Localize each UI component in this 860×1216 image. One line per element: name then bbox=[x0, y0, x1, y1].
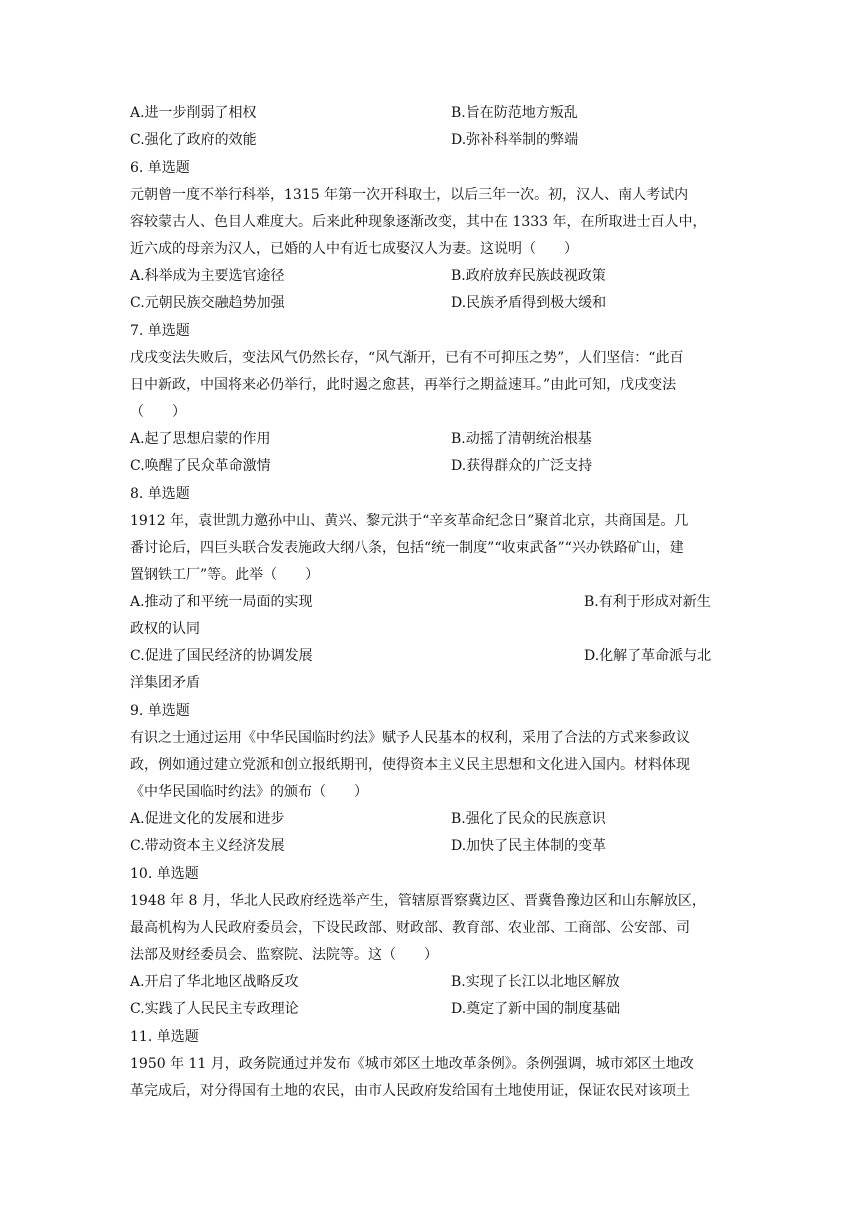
q10-options-row-1 bbox=[130, 969, 730, 996]
q7-option-d[interactable]: D.获得群众的广泛支持 bbox=[451, 458, 593, 474]
q9-header: 9. 单选题 bbox=[130, 703, 190, 719]
q7-stem-line-1: 戊戌变法失败后，变法风气仍然长存，“风气渐开，已有不可抑压之势”，人们坚信：“此百 bbox=[130, 350, 684, 366]
q10-options-row-2 bbox=[130, 996, 730, 1023]
q6-stem-line-3: 近六成的母亲为汉人，已婚的人中有近七成娶汉人为妻。这说明（ ） bbox=[130, 241, 578, 257]
q5-option-c[interactable]: C.强化了政府的效能 bbox=[130, 132, 257, 148]
q10-stem-line-3: 法部及财经委员会、监察院、法院等。这（ ） bbox=[130, 947, 438, 963]
q6-option-d[interactable]: D.民族矛盾得到极大缓和 bbox=[451, 295, 607, 311]
q9-option-c[interactable]: C.带动资本主义经济发展 bbox=[130, 838, 285, 854]
q5-option-a[interactable]: A.进一步削弱了相权 bbox=[130, 105, 257, 121]
q9-options-row-2 bbox=[130, 833, 730, 860]
q6-stem-line-1: 元朝曾一度不举行科举，1315 年第一次开科取士，以后三年一次。初，汉人、南人考试内 bbox=[130, 187, 689, 203]
q5-option-b[interactable]: B.旨在防范地方叛乱 bbox=[451, 105, 578, 121]
q10-stem-line-1: 1948 年 8 月，华北人民政府经选举产生，管辖原晋察冀边区、晋冀鲁豫边区和山东解放区， bbox=[130, 893, 706, 909]
q6-options-row-2 bbox=[130, 290, 730, 317]
q6-option-b[interactable]: B.政府放弃民族歧视政策 bbox=[451, 268, 606, 284]
q8-option-d[interactable]: D.化解了革命派与北 bbox=[584, 648, 712, 664]
q5-options-row-1 bbox=[130, 100, 730, 127]
q6-options-row-1 bbox=[130, 263, 730, 290]
q10-option-b[interactable]: B.实现了长江以北地区解放 bbox=[451, 974, 620, 990]
q8-option-b[interactable]: B.有利于形成对新生 bbox=[584, 594, 711, 610]
q10-header: 10. 单选题 bbox=[130, 866, 199, 882]
q9-stem-line-1: 有识之士通过运用《中华民国临时约法》赋予人民基本的权利，采用了合法的方式来参政议 bbox=[130, 730, 690, 746]
q10-stem-line-2: 最高机构为人民政府委员会，下设民政部、财政部、教育部、农业部、工商部、公安部、司 bbox=[130, 920, 690, 936]
q11-stem-line-2: 革完成后，对分得国有土地的农民，由市人民政府发给国有土地使用证，保证农民对该项土 bbox=[130, 1083, 690, 1099]
q8-stem-line-3: 置钢铁工厂”等。此举（ ） bbox=[130, 567, 320, 583]
q10-option-a[interactable]: A.开启了华北地区战略反攻 bbox=[130, 974, 299, 990]
q8-option-d-continued[interactable]: 洋集团矛盾 bbox=[130, 675, 200, 691]
q7-options-row-2 bbox=[130, 453, 730, 480]
q7-header: 7. 单选题 bbox=[130, 323, 190, 339]
q7-option-b[interactable]: B.动摇了清朝统治根基 bbox=[451, 431, 592, 447]
q8-option-a[interactable]: A.推动了和平统一局面的实现 bbox=[130, 594, 313, 610]
q6-stem-line-2: 容较蒙古人、色目人难度大。后来此种现象逐渐改变，其中在 1333 年，在所取进士百人中， bbox=[130, 214, 707, 230]
q10-option-d[interactable]: D.奠定了新中国的制度基础 bbox=[451, 1001, 621, 1017]
q7-stem-line-2: 日中新政，中国将来必仍举行，此时遏之愈甚，再举行之期益速耳。”由此可知，戊戌变法 bbox=[130, 377, 677, 393]
q8-stem-line-1: 1912 年，袁世凯力邀孙中山、黄兴、黎元洪于“辛亥革命纪念日”聚首北京，共商国是。几 bbox=[130, 513, 689, 529]
q7-option-a[interactable]: A.起了思想启蒙的作用 bbox=[130, 431, 271, 447]
q8-options-row-2 bbox=[130, 643, 730, 670]
q8-stem-line-2: 番讨论后，四巨头联合发表施政大纲八条，包括“统一制度”“收束武备”“兴办铁路矿山，建 bbox=[130, 540, 684, 556]
q8-options-row-1 bbox=[130, 589, 730, 616]
q6-option-a[interactable]: A.科举成为主要选官途径 bbox=[130, 268, 285, 284]
q7-options-row-1 bbox=[130, 426, 730, 453]
q6-header: 6. 单选题 bbox=[130, 160, 190, 176]
q10-option-c[interactable]: C.实践了人民民主专政理论 bbox=[130, 1001, 299, 1017]
q8-option-b-continued[interactable]: 政权的认同 bbox=[130, 621, 200, 637]
q7-stem-line-3: （ ） bbox=[130, 404, 186, 420]
document-page bbox=[130, 100, 730, 1105]
q9-option-b[interactable]: B.强化了民众的民族意识 bbox=[451, 811, 606, 827]
q11-header: 11. 单选题 bbox=[130, 1029, 199, 1045]
q7-option-c[interactable]: C.唤醒了民众革命激情 bbox=[130, 458, 271, 474]
q6-option-c[interactable]: C.元朝民族交融趋势加强 bbox=[130, 295, 285, 311]
q9-stem-line-2: 政，例如通过建立党派和创立报纸期刊，使得资本主义民主思想和文化进入国内。材料体现 bbox=[130, 757, 690, 773]
q8-option-c[interactable]: C.促进了国民经济的协调发展 bbox=[130, 648, 313, 664]
q11-stem-line-1: 1950 年 11 月，政务院通过并发布《城市郊区土地改革条例》。条例强调，城市郊区土地改 bbox=[130, 1056, 694, 1072]
q9-stem-line-3: 《中华民国临时约法》的颁布（ ） bbox=[130, 784, 368, 800]
q8-header: 8. 单选题 bbox=[130, 486, 190, 502]
q5-option-d[interactable]: D.弥补科举制的弊端 bbox=[451, 132, 579, 148]
q9-option-d[interactable]: D.加快了民主体制的变革 bbox=[451, 838, 607, 854]
q9-option-a[interactable]: A.促进文化的发展和进步 bbox=[130, 811, 285, 827]
q9-options-row-1 bbox=[130, 806, 730, 833]
q5-options-row-2 bbox=[130, 127, 730, 154]
